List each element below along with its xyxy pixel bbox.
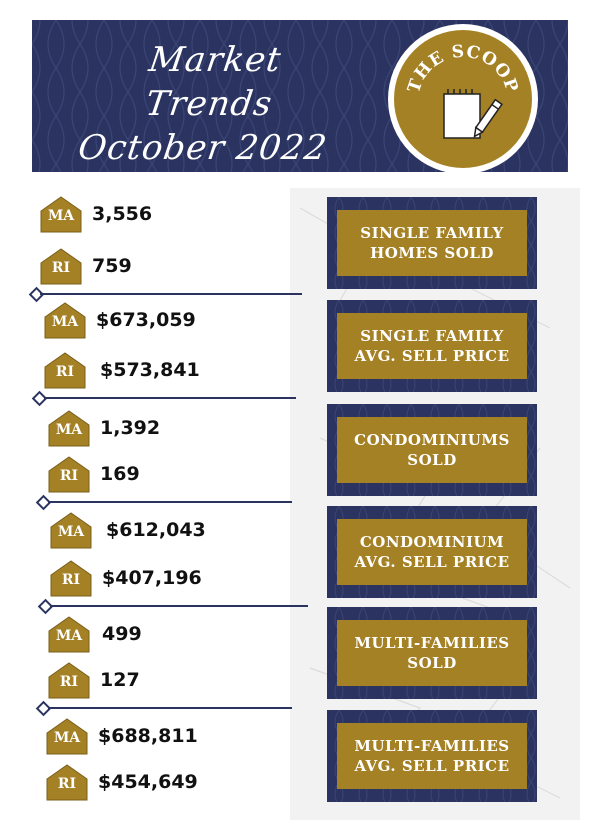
house-icon: MA (48, 409, 90, 447)
house-icon: RI (40, 247, 82, 285)
house-icon: RI (44, 351, 86, 389)
house-icon: MA (50, 511, 92, 549)
category-card (327, 404, 537, 496)
stat-value: 499 (102, 623, 142, 645)
stat-value: $673,059 (96, 309, 196, 331)
category-label: SINGLE FAMILY HOMES SOLD (360, 224, 504, 262)
stat-row-ma (48, 616, 142, 652)
house-icon: RI (48, 455, 90, 493)
stat-row-ma (50, 512, 206, 548)
category-card (327, 506, 537, 598)
category-label: MULTI-FAMILIES AVG. SELL PRICE (354, 737, 510, 775)
house-icon: RI (48, 661, 90, 699)
stat-value: $688,811 (98, 725, 198, 747)
stat-value: $573,841 (100, 359, 200, 381)
house-icon: MA (44, 301, 86, 339)
notepad-icon (388, 24, 538, 172)
stat-row-ri (48, 456, 140, 492)
stat-value: $454,649 (98, 771, 198, 793)
stat-value: 127 (100, 669, 140, 691)
divider-line (44, 397, 296, 399)
category-card (327, 197, 537, 289)
category-card (327, 300, 537, 392)
category-card (327, 710, 537, 802)
divider-line (48, 707, 292, 709)
category-label: CONDOMINIUMS SOLD (354, 431, 510, 469)
divider-line (50, 605, 308, 607)
stat-row-ri (50, 560, 202, 596)
house-icon: MA (40, 195, 82, 233)
house-icon: RI (46, 763, 88, 801)
stat-row-ri (48, 662, 140, 698)
house-icon: RI (50, 559, 92, 597)
title-line-2: October 2022 (75, 128, 330, 168)
stat-value: 1,392 (100, 417, 161, 439)
category-card (327, 607, 537, 699)
stat-value: $407,196 (102, 567, 202, 589)
stat-value: 169 (100, 463, 140, 485)
stat-row-ri (44, 352, 200, 388)
stat-row-ma (48, 410, 160, 446)
stat-row-ma (40, 196, 152, 232)
scoop-badge (388, 24, 538, 172)
stat-row-ma (44, 302, 196, 338)
badge-text: THE SCOOP (404, 41, 522, 96)
category-label: MULTI-FAMILIES SOLD (354, 634, 510, 672)
stat-value: 759 (92, 255, 132, 277)
house-icon: MA (48, 615, 90, 653)
stat-row-ri (46, 764, 198, 800)
category-label: CONDOMINIUM AVG. SELL PRICE (354, 533, 510, 571)
divider-line (48, 501, 292, 503)
stat-value: 3,556 (92, 203, 153, 225)
svg-text:THE SCOOP (404, 42, 522, 96)
title-line-1: Market Trends (143, 40, 284, 124)
stat-row-ma (46, 718, 198, 754)
header-banner (32, 20, 568, 172)
page-title (75, 38, 344, 170)
stat-row-ri (40, 248, 132, 284)
divider-line (40, 293, 302, 295)
category-label: SINGLE FAMILY AVG. SELL PRICE (354, 327, 510, 365)
house-icon: MA (46, 717, 88, 755)
stat-value: $612,043 (106, 519, 206, 541)
